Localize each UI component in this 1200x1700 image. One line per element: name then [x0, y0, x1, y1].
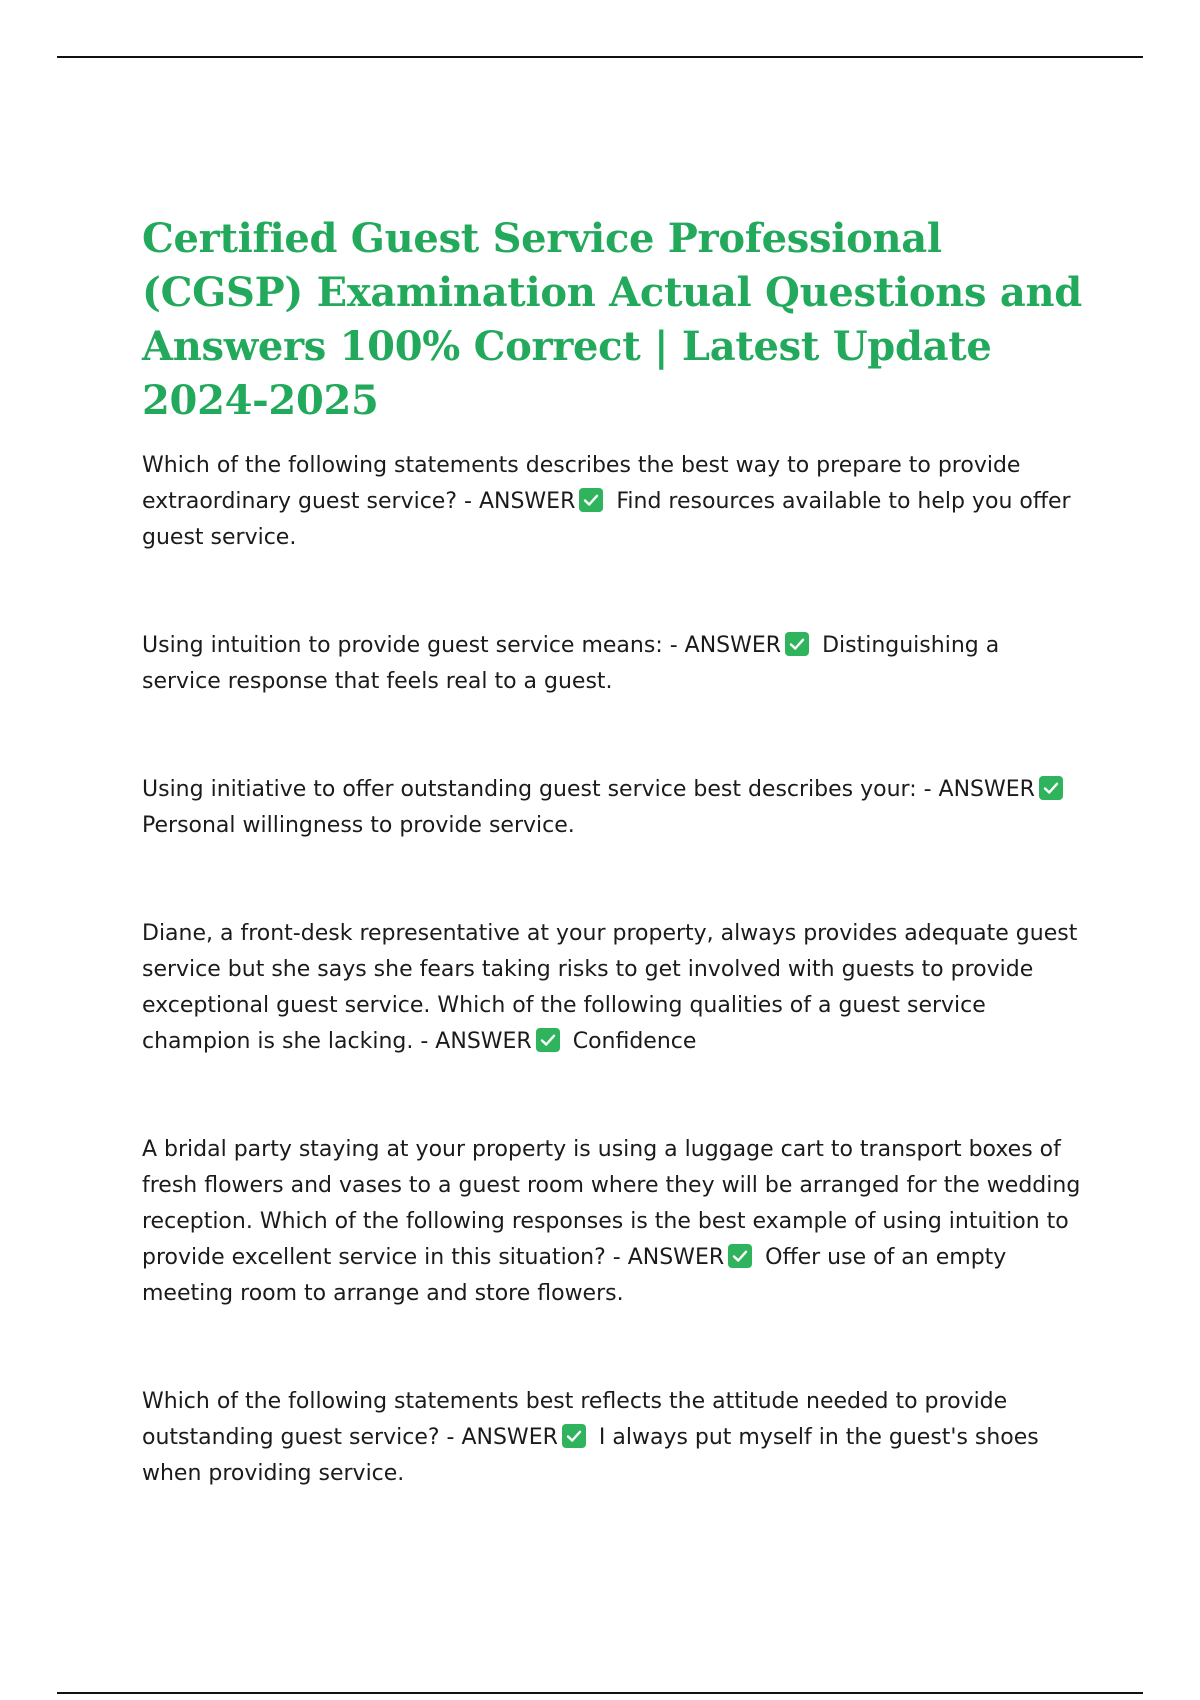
question-text: Diane, a front-desk representative at your property, always provides adequate guest service but she says she fears taking risks to get involved with guests to provide exceptional guest service. Which of the following qualities of a guest service champion is she lacking.: [142, 921, 1078, 1054]
top-rule: [57, 56, 1143, 58]
answer-text: Distinguishing a service response that feels real to a guest.: [142, 633, 1000, 694]
question-text: Using intuition to provide guest service means:: [142, 633, 663, 658]
question-text: Using initiative to offer outstanding guest service best describes your:: [142, 777, 917, 802]
answer-marker: - ANSWER: [612, 1245, 725, 1270]
document-title: Certified Guest Service Professional (CGSP) Examination Actual Questions and Answers 100% Correct | Latest Update 2024-2025: [142, 215, 1082, 424]
answer-marker: - ANSWER: [446, 1425, 558, 1450]
answer-marker: - ANSWER: [923, 777, 1035, 802]
answer-text: Confidence: [572, 1029, 697, 1054]
check-mark-icon: [1039, 776, 1063, 800]
answer-marker: - ANSWER: [669, 633, 782, 658]
answer-marker: - ANSWER: [420, 1029, 532, 1054]
qa-item: [142, 916, 1082, 1060]
qa-item: [142, 628, 1082, 700]
answer-text: Personal willingness to provide service.: [142, 813, 575, 838]
qa-item: [142, 772, 1082, 844]
check-mark-icon: [785, 632, 809, 656]
bottom-rule: [57, 1692, 1143, 1694]
check-mark-icon: [536, 1028, 560, 1052]
question-text: Which of the following statements describes the best way to prepare to provide extraordinary guest service?: [142, 453, 1021, 514]
check-mark-icon: [579, 488, 603, 512]
answer-text: Find resources available to help you offer guest service.: [142, 489, 1071, 550]
document-body: [142, 212, 1082, 1492]
check-mark-icon: [562, 1424, 586, 1448]
answer-text: Offer use of an empty meeting room to arrange and store flowers.: [142, 1245, 1007, 1306]
answer-text: I always put myself in the guest's shoes when providing service.: [142, 1425, 1039, 1486]
qa-item: [142, 1132, 1082, 1312]
answer-marker: - ANSWER: [464, 489, 576, 514]
question-text: A bridal party staying at your property is using a luggage cart to transport boxes of fresh flowers and vases to a guest room where they will be arranged for the wedding reception. Which of the following responses is the best example of using intuition to provide excellent service in this situation?: [142, 1137, 1081, 1270]
qa-item: [142, 448, 1082, 556]
qa-item: [142, 1384, 1082, 1492]
question-text: Which of the following statements best reflects the attitude needed to provide outstanding guest service?: [142, 1389, 1008, 1450]
check-mark-icon: [728, 1244, 752, 1268]
